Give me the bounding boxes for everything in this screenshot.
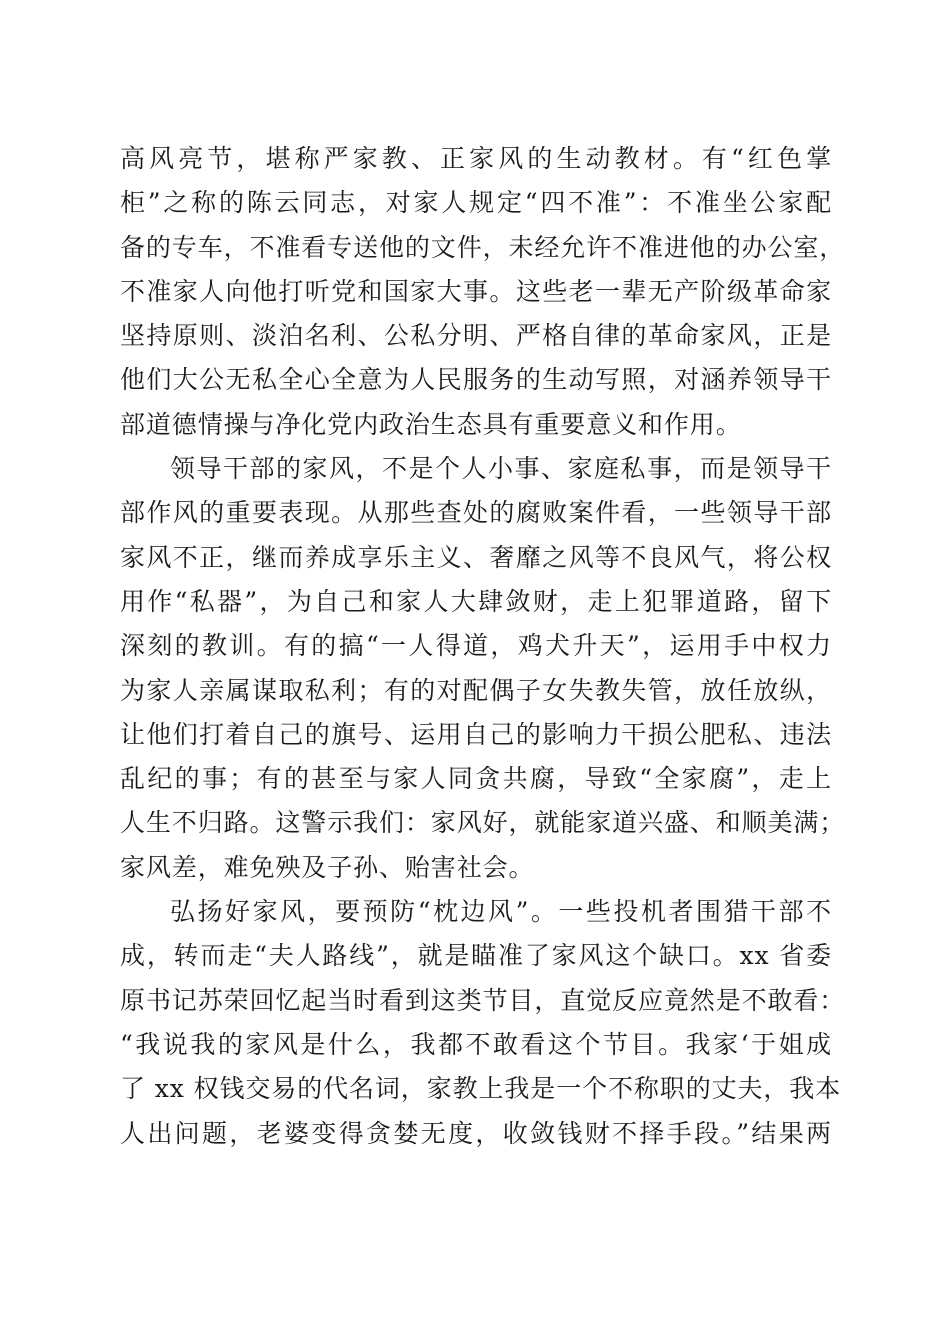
text-line: 不准家人向他打听党和国家大事。这些老一辈无产阶级革命家 bbox=[120, 276, 832, 306]
text-line: 备的专车，不准看专送他的文件，未经允许不准进他的办公室， bbox=[120, 232, 846, 262]
text-line: 用作“私器”，为自己和家人大肆敛财，走上犯罪道路，留下 bbox=[120, 586, 832, 616]
text-line: 为家人亲属谋取私利；有的对配偶子女失教失管，放任放纵， bbox=[120, 675, 832, 705]
text-line: 柜”之称的陈云同志，对家人规定“四不准”：不准坐公家配 bbox=[120, 188, 832, 218]
text-line: 领导干部的家风，不是个人小事、家庭私事，而是领导干 bbox=[170, 454, 832, 484]
text-line: 坚持原则、淡泊名利、公私分明、严格自律的革命家风，正是 bbox=[120, 321, 832, 351]
text-line: 让他们打着自己的旗号、运用自己的影响力干损公肥私、违法 bbox=[120, 719, 832, 749]
text-line: 深刻的教训。有的搞“一人得道，鸡犬升天”，运用手中权力 bbox=[120, 631, 832, 661]
text-line: 人生不归路。这警示我们：家风好，就能家道兴盛、和顺美满； bbox=[120, 808, 846, 838]
text-line: 弘扬好家风，要预防“枕边风”。一些投机者围猎干部不 bbox=[170, 897, 832, 927]
text-line: 人出问题，老婆变得贪婪无度，收敛钱财不择手段。”结果两 bbox=[120, 1118, 832, 1148]
document-body bbox=[120, 137, 846, 1156]
text-line: 家风差，难免殃及子孙、贻害社会。 bbox=[120, 852, 535, 882]
text-line: 成，转而走“夫人路线”，就是瞄准了家风这个缺口。xx 省委 bbox=[120, 941, 832, 971]
text-line: 部道德情操与净化党内政治生态具有重要意义和作用。 bbox=[120, 409, 742, 439]
text-line: “我说我的家风是什么，我都不敢看这个节目。我家‘于姐成 bbox=[120, 1029, 832, 1059]
text-line: 部作风的重要表现。从那些查处的腐败案件看，一些领导干部 bbox=[120, 498, 832, 528]
paragraph-2 bbox=[120, 447, 846, 890]
text-line: 乱纪的事；有的甚至与家人同贪共腐，导致“全家腐”，走上 bbox=[120, 764, 832, 794]
text-line: 高风亮节，堪称严家教、正家风的生动教材。有“红色掌 bbox=[120, 144, 832, 173]
text-line: 原书记苏荣回忆起当时看到这类节目，直觉反应竟然是不敢看： bbox=[120, 985, 846, 1015]
paragraph-1 bbox=[120, 137, 846, 447]
text-line: 他们大公无私全心全意为人民服务的生动写照，对涵养领导干 bbox=[120, 365, 832, 395]
text-line: 家风不正，继而养成享乐主义、奢靡之风等不良风气，将公权 bbox=[120, 542, 832, 572]
text-line: 了 xx 权钱交易的代名词，家教上我是一个不称职的丈夫，我本 bbox=[120, 1074, 842, 1104]
paragraph-3 bbox=[120, 890, 846, 1156]
